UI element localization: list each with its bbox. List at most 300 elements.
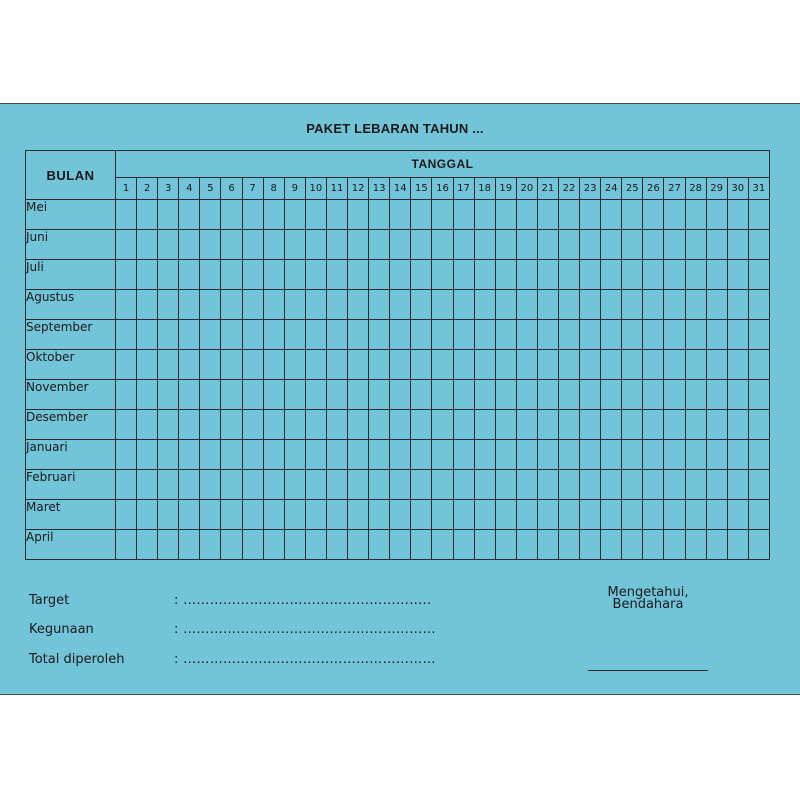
day-cell[interactable] (622, 410, 643, 440)
day-cell[interactable] (685, 320, 706, 350)
day-cell[interactable] (622, 260, 643, 290)
day-cell[interactable] (685, 350, 706, 380)
day-cell[interactable] (390, 530, 411, 560)
day-cell[interactable] (221, 410, 242, 440)
day-cell[interactable] (748, 320, 769, 350)
day-cell[interactable] (727, 470, 748, 500)
day-cell[interactable] (748, 260, 769, 290)
day-cell[interactable] (390, 320, 411, 350)
day-cell[interactable] (242, 200, 263, 230)
day-cell[interactable] (200, 410, 221, 440)
day-cell[interactable] (158, 350, 179, 380)
day-cell[interactable] (622, 200, 643, 230)
day-cell[interactable] (580, 410, 601, 440)
day-cell[interactable] (137, 410, 158, 440)
day-cell[interactable] (221, 440, 242, 470)
day-cell[interactable] (158, 290, 179, 320)
day-cell[interactable] (305, 440, 326, 470)
day-cell[interactable] (537, 290, 558, 320)
day-cell[interactable] (242, 500, 263, 530)
day-cell[interactable] (495, 530, 516, 560)
day-cell[interactable] (179, 440, 200, 470)
day-cell[interactable] (474, 200, 495, 230)
day-cell[interactable] (727, 200, 748, 230)
day-cell[interactable] (369, 530, 390, 560)
day-cell[interactable] (284, 440, 305, 470)
day-cell[interactable] (495, 350, 516, 380)
day-cell[interactable] (516, 530, 537, 560)
day-cell[interactable] (432, 320, 453, 350)
day-cell[interactable] (558, 230, 579, 260)
day-cell[interactable] (263, 500, 284, 530)
day-cell[interactable] (580, 230, 601, 260)
day-cell[interactable] (580, 350, 601, 380)
day-cell[interactable] (116, 350, 137, 380)
day-cell[interactable] (116, 470, 137, 500)
day-cell[interactable] (748, 380, 769, 410)
day-cell[interactable] (537, 200, 558, 230)
day-cell[interactable] (453, 320, 474, 350)
day-cell[interactable] (116, 380, 137, 410)
day-cell[interactable] (453, 350, 474, 380)
day-cell[interactable] (495, 500, 516, 530)
day-cell[interactable] (390, 350, 411, 380)
day-cell[interactable] (664, 350, 685, 380)
day-cell[interactable] (179, 470, 200, 500)
day-cell[interactable] (495, 410, 516, 440)
day-cell[interactable] (158, 200, 179, 230)
day-cell[interactable] (516, 470, 537, 500)
day-cell[interactable] (558, 350, 579, 380)
day-cell[interactable] (622, 230, 643, 260)
day-cell[interactable] (748, 530, 769, 560)
day-cell[interactable] (495, 380, 516, 410)
day-cell[interactable] (326, 440, 347, 470)
day-cell[interactable] (263, 470, 284, 500)
day-cell[interactable] (432, 530, 453, 560)
day-cell[interactable] (200, 440, 221, 470)
day-cell[interactable] (432, 350, 453, 380)
day-cell[interactable] (706, 440, 727, 470)
day-cell[interactable] (706, 200, 727, 230)
day-cell[interactable] (495, 200, 516, 230)
day-cell[interactable] (558, 260, 579, 290)
day-cell[interactable] (622, 470, 643, 500)
day-cell[interactable] (200, 200, 221, 230)
day-cell[interactable] (558, 380, 579, 410)
day-cell[interactable] (432, 290, 453, 320)
day-cell[interactable] (727, 350, 748, 380)
day-cell[interactable] (116, 290, 137, 320)
day-cell[interactable] (474, 230, 495, 260)
day-cell[interactable] (727, 410, 748, 440)
day-cell[interactable] (432, 440, 453, 470)
day-cell[interactable] (664, 410, 685, 440)
day-cell[interactable] (221, 290, 242, 320)
day-cell[interactable] (158, 470, 179, 500)
day-cell[interactable] (369, 290, 390, 320)
day-cell[interactable] (411, 320, 432, 350)
day-cell[interactable] (601, 500, 622, 530)
day-cell[interactable] (369, 470, 390, 500)
day-cell[interactable] (685, 290, 706, 320)
day-cell[interactable] (474, 500, 495, 530)
day-cell[interactable] (558, 200, 579, 230)
day-cell[interactable] (516, 320, 537, 350)
day-cell[interactable] (706, 350, 727, 380)
day-cell[interactable] (348, 320, 369, 350)
day-cell[interactable] (580, 440, 601, 470)
day-cell[interactable] (411, 260, 432, 290)
day-cell[interactable] (200, 470, 221, 500)
day-cell[interactable] (664, 260, 685, 290)
day-cell[interactable] (411, 410, 432, 440)
day-cell[interactable] (474, 290, 495, 320)
day-cell[interactable] (495, 260, 516, 290)
day-cell[interactable] (284, 380, 305, 410)
day-cell[interactable] (242, 470, 263, 500)
day-cell[interactable] (221, 260, 242, 290)
day-cell[interactable] (516, 230, 537, 260)
day-cell[interactable] (116, 500, 137, 530)
day-cell[interactable] (685, 500, 706, 530)
day-cell[interactable] (221, 350, 242, 380)
day-cell[interactable] (348, 290, 369, 320)
day-cell[interactable] (643, 440, 664, 470)
day-cell[interactable] (664, 200, 685, 230)
day-cell[interactable] (326, 500, 347, 530)
day-cell[interactable] (474, 440, 495, 470)
day-cell[interactable] (727, 260, 748, 290)
day-cell[interactable] (221, 230, 242, 260)
day-cell[interactable] (284, 230, 305, 260)
day-cell[interactable] (601, 260, 622, 290)
day-cell[interactable] (326, 200, 347, 230)
day-cell[interactable] (580, 500, 601, 530)
day-cell[interactable] (348, 230, 369, 260)
day-cell[interactable] (221, 320, 242, 350)
day-cell[interactable] (664, 320, 685, 350)
day-cell[interactable] (580, 290, 601, 320)
day-cell[interactable] (601, 320, 622, 350)
day-cell[interactable] (601, 470, 622, 500)
day-cell[interactable] (305, 200, 326, 230)
day-cell[interactable] (411, 380, 432, 410)
day-cell[interactable] (664, 380, 685, 410)
day-cell[interactable] (369, 410, 390, 440)
day-cell[interactable] (348, 500, 369, 530)
day-cell[interactable] (453, 230, 474, 260)
day-cell[interactable] (558, 290, 579, 320)
day-cell[interactable] (137, 290, 158, 320)
day-cell[interactable] (748, 290, 769, 320)
day-cell[interactable] (432, 380, 453, 410)
day-cell[interactable] (179, 200, 200, 230)
day-cell[interactable] (558, 470, 579, 500)
day-cell[interactable] (622, 500, 643, 530)
day-cell[interactable] (580, 380, 601, 410)
day-cell[interactable] (706, 260, 727, 290)
day-cell[interactable] (200, 500, 221, 530)
day-cell[interactable] (643, 320, 664, 350)
day-cell[interactable] (748, 500, 769, 530)
footer-field-value[interactable]: : ………………………………………………… (174, 622, 436, 637)
day-cell[interactable] (706, 230, 727, 260)
day-cell[interactable] (200, 320, 221, 350)
day-cell[interactable] (727, 380, 748, 410)
day-cell[interactable] (748, 440, 769, 470)
footer-field-value[interactable]: : ……………………………………………….. (174, 593, 432, 608)
day-cell[interactable] (200, 380, 221, 410)
day-cell[interactable] (263, 380, 284, 410)
day-cell[interactable] (137, 350, 158, 380)
day-cell[interactable] (263, 320, 284, 350)
day-cell[interactable] (537, 440, 558, 470)
day-cell[interactable] (516, 200, 537, 230)
day-cell[interactable] (432, 200, 453, 230)
day-cell[interactable] (474, 380, 495, 410)
day-cell[interactable] (601, 350, 622, 380)
day-cell[interactable] (348, 470, 369, 500)
day-cell[interactable] (580, 320, 601, 350)
day-cell[interactable] (200, 530, 221, 560)
day-cell[interactable] (516, 380, 537, 410)
day-cell[interactable] (369, 500, 390, 530)
day-cell[interactable] (516, 440, 537, 470)
day-cell[interactable] (453, 290, 474, 320)
day-cell[interactable] (242, 320, 263, 350)
day-cell[interactable] (474, 260, 495, 290)
day-cell[interactable] (432, 410, 453, 440)
day-cell[interactable] (326, 410, 347, 440)
day-cell[interactable] (263, 350, 284, 380)
day-cell[interactable] (369, 260, 390, 290)
day-cell[interactable] (369, 320, 390, 350)
day-cell[interactable] (369, 230, 390, 260)
day-cell[interactable] (622, 320, 643, 350)
day-cell[interactable] (390, 380, 411, 410)
day-cell[interactable] (284, 530, 305, 560)
day-cell[interactable] (643, 290, 664, 320)
day-cell[interactable] (601, 200, 622, 230)
day-cell[interactable] (537, 500, 558, 530)
day-cell[interactable] (685, 380, 706, 410)
day-cell[interactable] (179, 380, 200, 410)
day-cell[interactable] (643, 380, 664, 410)
day-cell[interactable] (643, 200, 664, 230)
day-cell[interactable] (558, 320, 579, 350)
day-cell[interactable] (116, 440, 137, 470)
day-cell[interactable] (284, 290, 305, 320)
day-cell[interactable] (664, 440, 685, 470)
day-cell[interactable] (158, 320, 179, 350)
day-cell[interactable] (305, 320, 326, 350)
day-cell[interactable] (685, 410, 706, 440)
day-cell[interactable] (326, 260, 347, 290)
day-cell[interactable] (284, 260, 305, 290)
day-cell[interactable] (622, 350, 643, 380)
day-cell[interactable] (622, 440, 643, 470)
day-cell[interactable] (179, 500, 200, 530)
day-cell[interactable] (137, 230, 158, 260)
day-cell[interactable] (558, 500, 579, 530)
day-cell[interactable] (685, 440, 706, 470)
day-cell[interactable] (390, 290, 411, 320)
day-cell[interactable] (137, 470, 158, 500)
day-cell[interactable] (137, 200, 158, 230)
day-cell[interactable] (727, 320, 748, 350)
day-cell[interactable] (158, 500, 179, 530)
day-cell[interactable] (411, 290, 432, 320)
day-cell[interactable] (432, 470, 453, 500)
day-cell[interactable] (179, 230, 200, 260)
day-cell[interactable] (284, 410, 305, 440)
day-cell[interactable] (369, 200, 390, 230)
day-cell[interactable] (263, 440, 284, 470)
day-cell[interactable] (116, 200, 137, 230)
day-cell[interactable] (369, 380, 390, 410)
day-cell[interactable] (263, 260, 284, 290)
day-cell[interactable] (305, 410, 326, 440)
day-cell[interactable] (706, 380, 727, 410)
day-cell[interactable] (200, 230, 221, 260)
day-cell[interactable] (748, 230, 769, 260)
day-cell[interactable] (390, 260, 411, 290)
day-cell[interactable] (516, 500, 537, 530)
day-cell[interactable] (348, 410, 369, 440)
day-cell[interactable] (179, 530, 200, 560)
day-cell[interactable] (727, 290, 748, 320)
day-cell[interactable] (580, 260, 601, 290)
day-cell[interactable] (390, 500, 411, 530)
day-cell[interactable] (305, 500, 326, 530)
day-cell[interactable] (664, 230, 685, 260)
day-cell[interactable] (326, 380, 347, 410)
day-cell[interactable] (305, 380, 326, 410)
day-cell[interactable] (727, 440, 748, 470)
day-cell[interactable] (284, 320, 305, 350)
day-cell[interactable] (685, 470, 706, 500)
day-cell[interactable] (558, 530, 579, 560)
day-cell[interactable] (326, 320, 347, 350)
day-cell[interactable] (263, 530, 284, 560)
day-cell[interactable] (558, 440, 579, 470)
day-cell[interactable] (284, 200, 305, 230)
day-cell[interactable] (706, 290, 727, 320)
day-cell[interactable] (242, 230, 263, 260)
day-cell[interactable] (158, 230, 179, 260)
day-cell[interactable] (221, 470, 242, 500)
day-cell[interactable] (601, 410, 622, 440)
day-cell[interactable] (305, 260, 326, 290)
day-cell[interactable] (516, 290, 537, 320)
day-cell[interactable] (685, 230, 706, 260)
day-cell[interactable] (580, 470, 601, 500)
day-cell[interactable] (411, 230, 432, 260)
day-cell[interactable] (622, 380, 643, 410)
day-cell[interactable] (305, 230, 326, 260)
day-cell[interactable] (474, 470, 495, 500)
day-cell[interactable] (348, 350, 369, 380)
day-cell[interactable] (390, 230, 411, 260)
day-cell[interactable] (495, 470, 516, 500)
day-cell[interactable] (158, 380, 179, 410)
day-cell[interactable] (495, 440, 516, 470)
day-cell[interactable] (685, 200, 706, 230)
day-cell[interactable] (453, 470, 474, 500)
day-cell[interactable] (179, 290, 200, 320)
day-cell[interactable] (221, 530, 242, 560)
day-cell[interactable] (411, 470, 432, 500)
day-cell[interactable] (664, 500, 685, 530)
day-cell[interactable] (601, 440, 622, 470)
day-cell[interactable] (116, 260, 137, 290)
day-cell[interactable] (664, 530, 685, 560)
day-cell[interactable] (643, 260, 664, 290)
day-cell[interactable] (537, 380, 558, 410)
day-cell[interactable] (326, 350, 347, 380)
day-cell[interactable] (453, 260, 474, 290)
day-cell[interactable] (263, 290, 284, 320)
day-cell[interactable] (263, 200, 284, 230)
day-cell[interactable] (158, 440, 179, 470)
day-cell[interactable] (242, 290, 263, 320)
day-cell[interactable] (643, 470, 664, 500)
day-cell[interactable] (685, 260, 706, 290)
day-cell[interactable] (495, 320, 516, 350)
day-cell[interactable] (453, 200, 474, 230)
day-cell[interactable] (411, 440, 432, 470)
day-cell[interactable] (727, 230, 748, 260)
day-cell[interactable] (221, 500, 242, 530)
day-cell[interactable] (348, 440, 369, 470)
day-cell[interactable] (664, 290, 685, 320)
day-cell[interactable] (242, 530, 263, 560)
day-cell[interactable] (242, 410, 263, 440)
day-cell[interactable] (305, 470, 326, 500)
day-cell[interactable] (643, 410, 664, 440)
day-cell[interactable] (390, 470, 411, 500)
day-cell[interactable] (537, 260, 558, 290)
day-cell[interactable] (537, 350, 558, 380)
day-cell[interactable] (179, 320, 200, 350)
day-cell[interactable] (179, 410, 200, 440)
day-cell[interactable] (537, 530, 558, 560)
day-cell[interactable] (137, 260, 158, 290)
day-cell[interactable] (622, 530, 643, 560)
day-cell[interactable] (516, 350, 537, 380)
day-cell[interactable] (537, 410, 558, 440)
day-cell[interactable] (453, 440, 474, 470)
day-cell[interactable] (263, 410, 284, 440)
day-cell[interactable] (348, 200, 369, 230)
day-cell[interactable] (369, 350, 390, 380)
day-cell[interactable] (748, 350, 769, 380)
day-cell[interactable] (622, 290, 643, 320)
day-cell[interactable] (664, 470, 685, 500)
day-cell[interactable] (411, 530, 432, 560)
day-cell[interactable] (348, 530, 369, 560)
day-cell[interactable] (137, 380, 158, 410)
day-cell[interactable] (116, 230, 137, 260)
day-cell[interactable] (748, 410, 769, 440)
day-cell[interactable] (305, 290, 326, 320)
day-cell[interactable] (116, 530, 137, 560)
day-cell[interactable] (137, 500, 158, 530)
day-cell[interactable] (137, 320, 158, 350)
day-cell[interactable] (179, 350, 200, 380)
day-cell[interactable] (200, 290, 221, 320)
